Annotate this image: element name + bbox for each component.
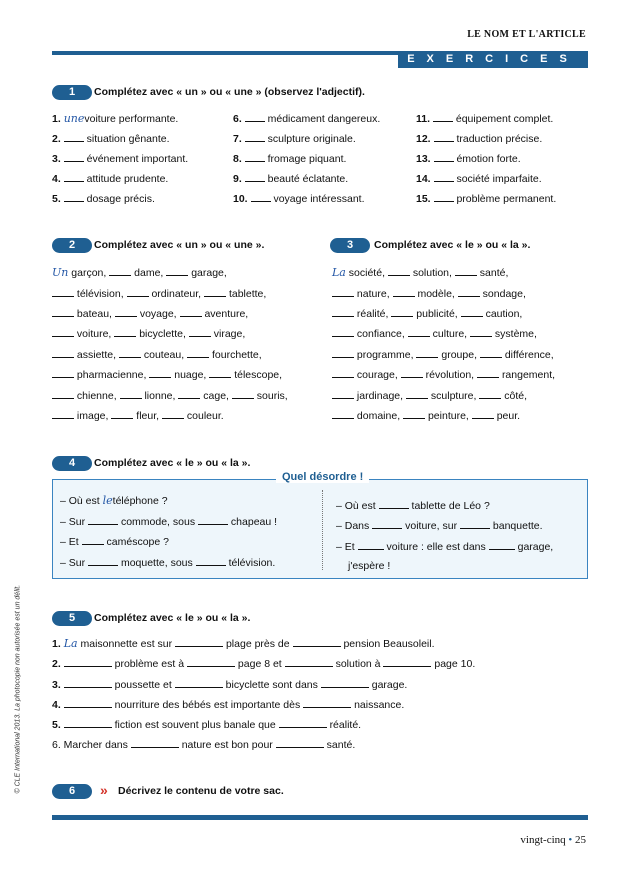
handwritten-answer: une: [63, 112, 85, 125]
dialogue-divider: [322, 490, 324, 570]
ex1-item-15[interactable]: 15. problème permanent.: [416, 193, 557, 205]
exercise-number-2: 2: [52, 238, 92, 253]
ex1-item-5[interactable]: 5. dosage précis.: [52, 193, 155, 205]
dialogue-title: Quel désordre !: [276, 471, 369, 483]
exercise-number-5: 5: [52, 611, 92, 626]
page-number: vingt-cinq • 25: [520, 834, 586, 846]
handwritten-answer: Un: [52, 266, 69, 279]
exercise-number-4: 4: [52, 456, 92, 471]
ex2-line-3[interactable]: bateau, voyage, aventure,: [52, 307, 248, 320]
ex1-item-11[interactable]: 11. équipement complet.: [416, 113, 554, 125]
double-chevron-icon: »: [100, 782, 106, 798]
ex3-line-7[interactable]: jardinage, sculpture, côté,: [332, 389, 527, 402]
ex5-item-6[interactable]: 6. Marcher dans nature est bon pour santé.: [52, 739, 356, 751]
ex2-line-8[interactable]: image, fleur, couleur.: [52, 409, 224, 422]
exercise-number-3: 3: [330, 238, 370, 253]
ex3-line-6[interactable]: courage, révolution, rangement,: [332, 368, 555, 381]
ex4-right-line-1[interactable]: – Où est tablette de Léo ?: [336, 500, 490, 512]
handwritten-answer: La: [63, 637, 78, 650]
ex1-item-2[interactable]: 2. situation gênante.: [52, 133, 170, 145]
ex1-item-12[interactable]: 12. traduction précise.: [416, 133, 543, 145]
ex4-right-line-4: j'espère !: [348, 560, 391, 572]
ex3-line-5[interactable]: programme, groupe, différence,: [332, 348, 554, 361]
ex4-right-line-2[interactable]: – Dans voiture, sur banquette.: [336, 520, 543, 532]
exercise-6-instruction: Décrivez le contenu de votre sac.: [118, 785, 284, 797]
ex4-left-line-4[interactable]: – Sur moquette, sous télévision.: [60, 557, 276, 569]
ex2-line-7[interactable]: chienne, lionne, cage, souris,: [52, 389, 288, 402]
ex2-line-5[interactable]: assiette, couteau, fourchette,: [52, 348, 262, 361]
ex1-item-8[interactable]: 8. fromage piquant.: [233, 153, 347, 165]
ex4-right-line-3[interactable]: – Et voiture : elle est dans garage,: [336, 541, 554, 553]
ex3-line-8[interactable]: domaine, peinture, peur.: [332, 409, 520, 422]
ex4-left-line-2[interactable]: – Sur commode, sous chapeau !: [60, 516, 278, 528]
ex2-line-2[interactable]: télévision, ordinateur, tablette,: [52, 287, 266, 300]
exercise-3-instruction: Complétez avec « le » ou « la ».: [374, 239, 531, 251]
ex1-item-6[interactable]: 6. médicament dangereux.: [233, 113, 381, 125]
ex1-item-3[interactable]: 3. événement important.: [52, 153, 189, 165]
ex2-line-4[interactable]: voiture, bicyclette, virage,: [52, 327, 245, 340]
exercise-4-instruction: Complétez avec « le » ou « la ».: [94, 457, 251, 469]
ex5-item-1[interactable]: 1. La maisonnette est sur plage près de pension Beausoleil.: [52, 637, 435, 650]
ex2-line-1[interactable]: Un garçon, dame, garage,: [52, 266, 227, 279]
ex5-item-5[interactable]: 5. fiction est souvent plus banale que réalité.: [52, 719, 362, 731]
ex5-item-4[interactable]: 4. nourriture des bébés est importante dès naissance.: [52, 699, 405, 711]
ex5-item-3[interactable]: 3. poussette et bicyclette sont dans garage.: [52, 679, 408, 691]
copyright-notice: © CLE International 2013. La photocopie non autorisée est un délit.: [14, 584, 22, 794]
exercise-5-instruction: Complétez avec « le » ou « la ».: [94, 612, 251, 624]
ex3-line-4[interactable]: confiance, culture, système,: [332, 327, 537, 340]
exercise-number-1: 1: [52, 85, 92, 100]
ex1-item-1: 1. unevoiture performante.: [52, 112, 179, 125]
ex3-line-3[interactable]: réalité, publicité, caution,: [332, 307, 522, 320]
ex1-item-13[interactable]: 13. émotion forte.: [416, 153, 521, 165]
ex3-line-2[interactable]: nature, modèle, sondage,: [332, 287, 526, 300]
footer-rule: [52, 815, 588, 820]
exercise-2-instruction: Complétez avec « un » ou « une ».: [94, 239, 265, 251]
ex2-line-6[interactable]: pharmacienne, nuage, télescope,: [52, 368, 282, 381]
ex3-line-1[interactable]: La société, solution, santé,: [332, 266, 509, 279]
exercise-1-instruction: Complétez avec « un » ou « une » (observez l'adjectif).: [94, 86, 365, 98]
ex4-left-line-1: – Où est letéléphone ?: [60, 494, 168, 507]
exercices-banner: EXERCICES: [398, 51, 588, 68]
exercise-number-6: 6 »: [52, 784, 92, 799]
ex1-item-4[interactable]: 4. attitude prudente.: [52, 173, 169, 185]
ex1-item-10[interactable]: 10. voyage intéressant.: [233, 193, 365, 205]
ex1-item-9[interactable]: 9. beauté éclatante.: [233, 173, 349, 185]
ex1-item-14[interactable]: 14. société imparfaite.: [416, 173, 542, 185]
ex5-item-2[interactable]: 2. problème est à page 8 et solution à page 10.: [52, 658, 476, 670]
ex1-item-7[interactable]: 7. sculpture originale.: [233, 133, 356, 145]
handwritten-answer: La: [332, 266, 346, 279]
chapter-title: LE NOM ET L'ARTICLE: [467, 29, 586, 40]
handwritten-answer: le: [102, 494, 113, 507]
ex4-left-line-3[interactable]: – Et caméscope ?: [60, 536, 169, 548]
